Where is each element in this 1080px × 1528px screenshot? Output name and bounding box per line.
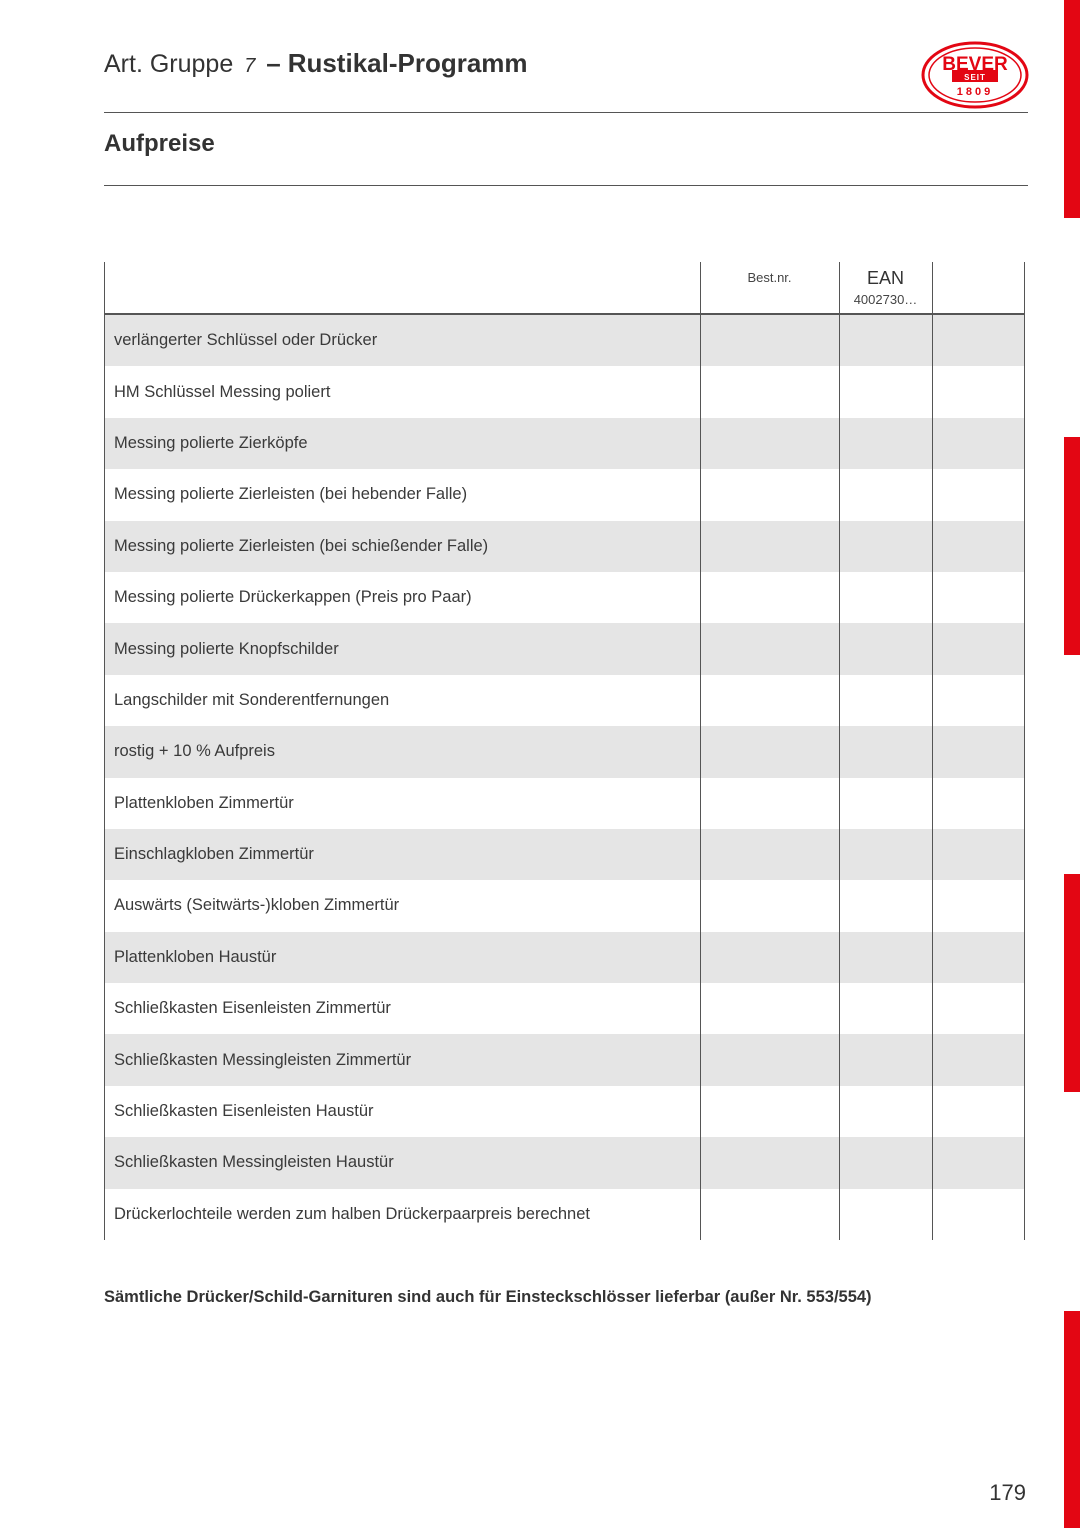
table-row bbox=[104, 1034, 1025, 1085]
table-row bbox=[104, 469, 1025, 520]
row-description: Schließkasten Eisenleisten Haustür bbox=[114, 1102, 374, 1121]
table-row bbox=[104, 521, 1025, 572]
col-divider-price bbox=[932, 262, 933, 1240]
page-header bbox=[104, 48, 528, 79]
table-row bbox=[104, 623, 1025, 674]
edge-tab bbox=[1064, 437, 1080, 655]
table-border-left bbox=[104, 262, 105, 1240]
row-description: Messing polierte Zierköpfe bbox=[114, 433, 308, 452]
table-row bbox=[104, 880, 1025, 931]
table-body bbox=[104, 315, 1025, 1240]
header-ean: EAN bbox=[866, 268, 904, 288]
table-row bbox=[104, 1189, 1025, 1240]
bever-logo bbox=[920, 40, 1030, 110]
edge-tab bbox=[1064, 1311, 1080, 1528]
table-row bbox=[104, 1086, 1025, 1137]
row-description: HM Schlüssel Messing poliert bbox=[114, 382, 331, 401]
table-row bbox=[104, 366, 1025, 417]
table-row bbox=[104, 675, 1025, 726]
row-description: Messing polierte Zierleisten (bei hebender Falle) bbox=[114, 485, 468, 504]
group-number: 7 bbox=[244, 55, 256, 77]
header-prefix: Art. Gruppe bbox=[104, 50, 234, 78]
edge-tab bbox=[1064, 0, 1080, 218]
row-description: Einschlagkloben Zimmertür bbox=[114, 845, 314, 864]
table-row bbox=[104, 932, 1025, 983]
edge-tab bbox=[1064, 874, 1080, 1092]
table-header bbox=[104, 262, 1025, 315]
row-description: Drückerlochteile werden zum halben Drückerpaarpreis berechnet bbox=[114, 1204, 590, 1223]
table-row bbox=[104, 572, 1025, 623]
table-row bbox=[104, 726, 1025, 777]
row-description: Messing polierte Zierleisten (bei schießender Falle) bbox=[114, 536, 489, 555]
row-description: rostig + 10 % Aufpreis bbox=[114, 742, 275, 761]
header-best-nr: Best.nr. bbox=[747, 270, 792, 285]
header-rule bbox=[104, 112, 1028, 113]
col-divider-ean bbox=[839, 262, 840, 1240]
row-description: Schließkasten Eisenleisten Zimmertür bbox=[114, 999, 391, 1018]
surcharge-table bbox=[104, 262, 1025, 1240]
row-description: Schließkasten Messingleisten Haustür bbox=[114, 1153, 394, 1172]
row-description: Messing polierte Knopfschilder bbox=[114, 639, 339, 658]
table-border-right bbox=[1024, 262, 1025, 1240]
row-description: Auswärts (Seitwärts-)kloben Zimmertür bbox=[114, 896, 400, 915]
header-ean-prefix: 4002730… bbox=[853, 292, 918, 307]
logo-seit: SEIT bbox=[964, 73, 986, 82]
row-description: Plattenkloben Zimmertür bbox=[114, 793, 294, 812]
row-description: Plattenkloben Haustür bbox=[114, 947, 277, 966]
row-description: verlängerter Schlüssel oder Drücker bbox=[114, 331, 378, 350]
footnote-main: Sämtliche Drücker/Schild-Garnituren sind auch für Einsteckschlösser lieferbar bbox=[104, 1288, 721, 1306]
header-separator: – bbox=[266, 48, 281, 78]
logo-year: 1809 bbox=[956, 86, 994, 98]
row-description: Messing polierte Drückerkappen (Preis pro Paar) bbox=[114, 588, 472, 607]
table-row bbox=[104, 829, 1025, 880]
table-row bbox=[104, 983, 1025, 1034]
col-divider-best-nr bbox=[700, 262, 701, 1240]
table-row bbox=[104, 778, 1025, 829]
table-row bbox=[104, 315, 1025, 366]
logo-brand: BEVER bbox=[942, 54, 1008, 75]
section-title: Aufpreise bbox=[104, 130, 215, 157]
row-description: Langschilder mit Sonderentfernungen bbox=[114, 690, 390, 709]
program-title: Rustikal-Programm bbox=[287, 48, 528, 78]
row-description: Schließkasten Messingleisten Zimmertür bbox=[114, 1050, 412, 1069]
footnote bbox=[104, 1288, 872, 1307]
section-rule bbox=[104, 185, 1028, 186]
page-number: 179 bbox=[989, 1480, 1026, 1505]
footnote-paren: (außer Nr. 553/554) bbox=[724, 1288, 872, 1306]
table-row bbox=[104, 1137, 1025, 1188]
table-row bbox=[104, 418, 1025, 469]
